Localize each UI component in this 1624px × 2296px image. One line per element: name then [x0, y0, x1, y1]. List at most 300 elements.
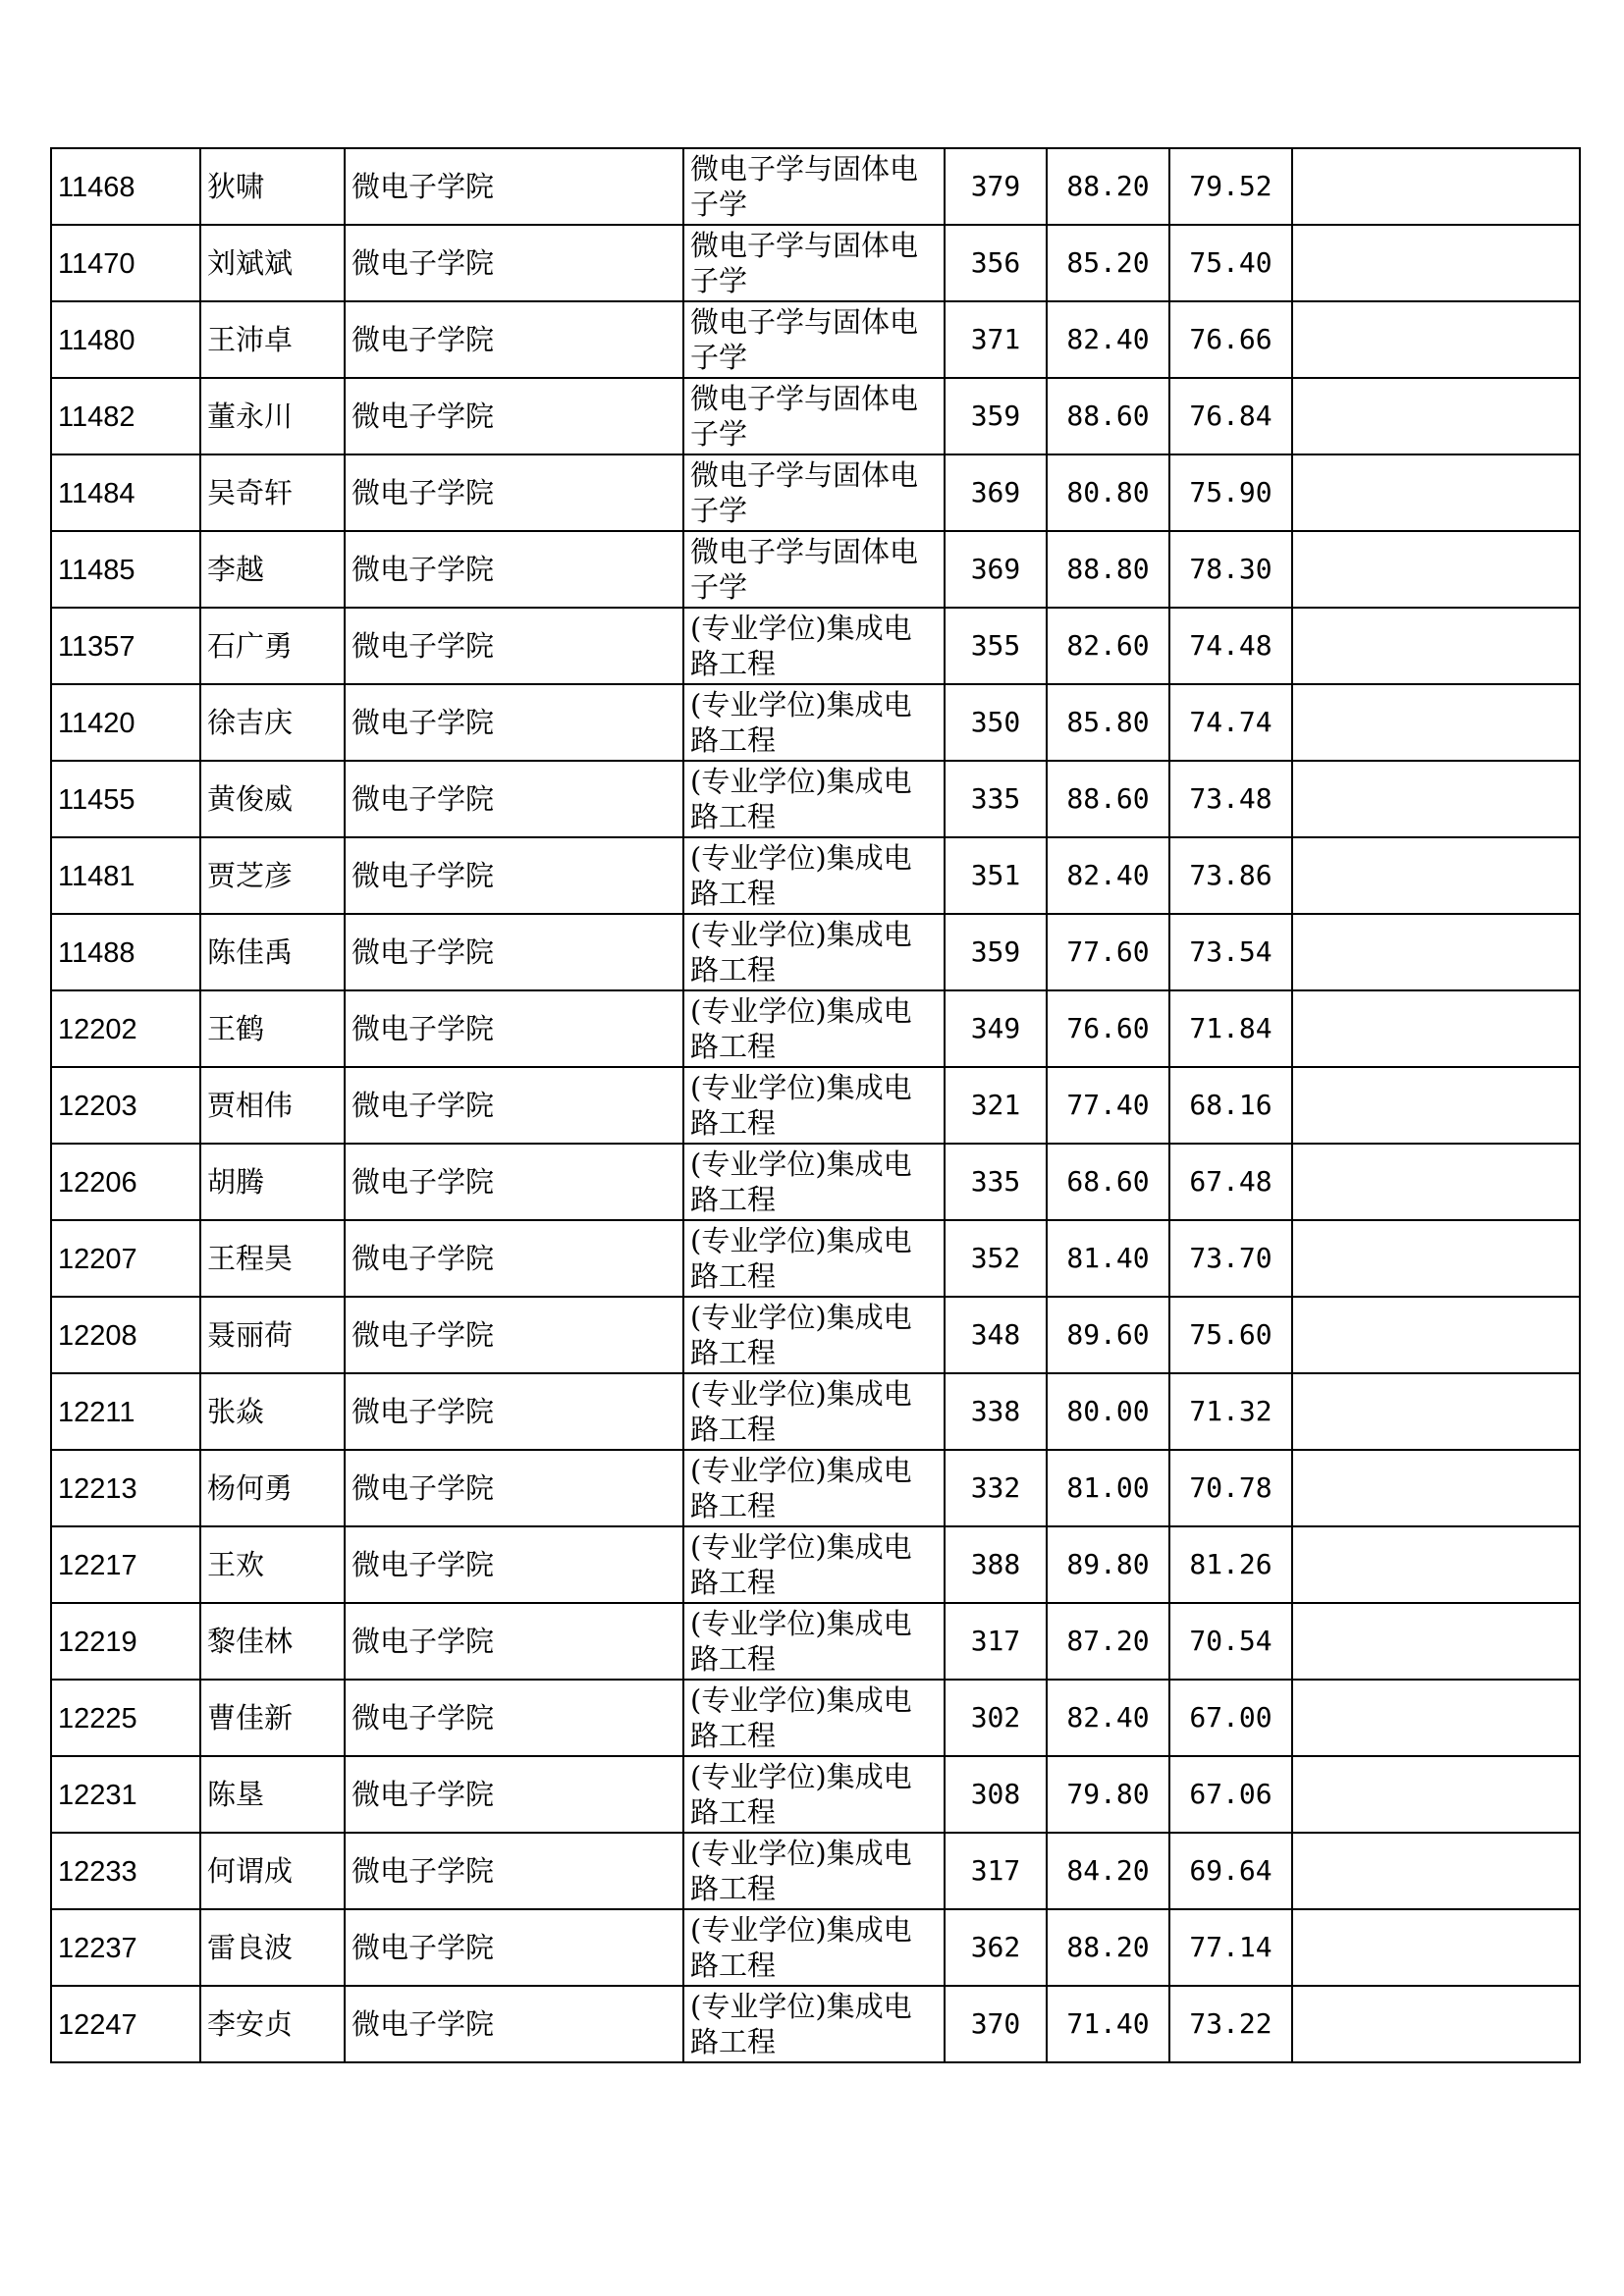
candidate-name-cell: [200, 148, 345, 225]
interview-score-cell: [1047, 301, 1169, 378]
candidate-name-cell: [200, 1909, 345, 1986]
major-name-cell: [683, 990, 945, 1067]
interview-score: 89.80: [1066, 1548, 1150, 1580]
interview-score-cell: [1047, 1144, 1169, 1220]
total-score: 79.52: [1189, 170, 1272, 202]
candidate-id-cell: [51, 1603, 200, 1680]
candidate-name-cell: [200, 1756, 345, 1833]
interview-score: 82.40: [1066, 1701, 1150, 1734]
candidate-name-cell: [200, 225, 345, 301]
candidate-id-cell: [51, 148, 200, 225]
interview-score-cell: [1047, 378, 1169, 454]
major-name-cell: [683, 684, 945, 761]
interview-score: 80.00: [1066, 1395, 1150, 1427]
total-score: 73.70: [1189, 1242, 1272, 1274]
remark-cell: [1292, 1144, 1580, 1220]
interview-score-cell: [1047, 684, 1169, 761]
remark-cell: [1292, 684, 1580, 761]
score-table: [50, 147, 1581, 2063]
major-line-1: (专业学位)集成电: [690, 1837, 912, 1870]
candidate-name: 王程昊: [207, 1242, 294, 1275]
major-line-2: 路工程: [690, 1872, 777, 1905]
college-name: 微电子学院: [352, 782, 495, 816]
candidate-name: 李越: [207, 553, 265, 586]
total-score-cell: [1169, 1526, 1292, 1603]
exam-score: 317: [970, 1854, 1021, 1887]
candidate-id: 11485: [58, 554, 135, 586]
college-name-cell: [345, 1986, 683, 2062]
college-name-cell: [345, 684, 683, 761]
total-score-cell: [1169, 148, 1292, 225]
interview-score-cell: [1047, 1680, 1169, 1756]
exam-score: 308: [970, 1778, 1021, 1810]
table-row: [51, 1986, 1580, 2062]
exam-score-cell: [945, 225, 1047, 301]
candidate-id: 11482: [58, 400, 135, 433]
college-name: 微电子学院: [352, 1395, 495, 1428]
candidate-name-cell: [200, 1450, 345, 1526]
candidate-id-cell: [51, 1986, 200, 2062]
exam-score-cell: [945, 378, 1047, 454]
total-score-cell: [1169, 1603, 1292, 1680]
interview-score: 82.40: [1066, 859, 1150, 891]
candidate-id-cell: [51, 1067, 200, 1144]
candidate-id: 12206: [58, 1166, 137, 1199]
major-line-2: 路工程: [690, 2025, 777, 2058]
candidate-id-cell: [51, 1909, 200, 1986]
candidate-name: 黄俊威: [207, 782, 294, 816]
total-score-cell: [1169, 531, 1292, 608]
exam-score-cell: [945, 837, 1047, 914]
interview-score: 79.80: [1066, 1778, 1150, 1810]
major-line-2: 路工程: [690, 877, 777, 910]
major-line-1: 微电子学与固体电: [690, 229, 919, 262]
remark-cell: [1292, 1833, 1580, 1909]
candidate-name-cell: [200, 684, 345, 761]
candidate-name-cell: [200, 378, 345, 454]
remark-cell: [1292, 914, 1580, 990]
candidate-name: 董永川: [207, 400, 294, 433]
total-score-cell: [1169, 1297, 1292, 1373]
candidate-name: 贾芝彦: [207, 859, 294, 892]
major-line-2: 路工程: [690, 1259, 777, 1293]
major-line-2: 子学: [690, 187, 748, 221]
candidate-id: 12208: [58, 1319, 137, 1352]
total-score-cell: [1169, 914, 1292, 990]
total-score-cell: [1169, 608, 1292, 684]
college-name-cell: [345, 1526, 683, 1603]
remark-cell: [1292, 1526, 1580, 1603]
exam-score: 302: [970, 1701, 1021, 1734]
candidate-name-cell: [200, 1067, 345, 1144]
exam-score-cell: [945, 1450, 1047, 1526]
interview-score-cell: [1047, 608, 1169, 684]
interview-score: 88.20: [1066, 1931, 1150, 1963]
candidate-name: 张焱: [207, 1395, 265, 1428]
candidate-name-cell: [200, 1220, 345, 1297]
total-score: 71.84: [1189, 1012, 1272, 1044]
total-score-cell: [1169, 1756, 1292, 1833]
remark-cell: [1292, 990, 1580, 1067]
major-line-1: 微电子学与固体电: [690, 382, 919, 415]
interview-score-cell: [1047, 914, 1169, 990]
total-score: 73.86: [1189, 859, 1272, 891]
candidate-name: 雷良波: [207, 1931, 294, 1964]
interview-score-cell: [1047, 531, 1169, 608]
college-name: 微电子学院: [352, 935, 495, 969]
major-line-2: 子学: [690, 570, 748, 604]
exam-score-cell: [945, 990, 1047, 1067]
interview-score: 82.60: [1066, 629, 1150, 662]
major-name-cell: [683, 148, 945, 225]
interview-score-cell: [1047, 1067, 1169, 1144]
candidate-name: 陈佳禹: [207, 935, 294, 969]
major-line-2: 路工程: [690, 800, 777, 833]
college-name-cell: [345, 1297, 683, 1373]
college-name-cell: [345, 1144, 683, 1220]
major-line-1: (专业学位)集成电: [690, 1530, 912, 1564]
interview-score: 80.80: [1066, 476, 1150, 508]
candidate-name: 吴奇轩: [207, 476, 294, 509]
candidate-name: 石广勇: [207, 629, 294, 663]
table-row: [51, 1603, 1580, 1680]
remark-cell: [1292, 1756, 1580, 1833]
exam-score-cell: [945, 1756, 1047, 1833]
interview-score-cell: [1047, 1373, 1169, 1450]
college-name: 微电子学院: [352, 2007, 495, 2041]
candidate-id: 12247: [58, 2008, 137, 2041]
exam-score-cell: [945, 301, 1047, 378]
remark-cell: [1292, 1986, 1580, 2062]
table-row: [51, 454, 1580, 531]
college-name-cell: [345, 761, 683, 837]
college-name: 微电子学院: [352, 246, 495, 280]
total-score: 74.74: [1189, 706, 1272, 738]
table-row: [51, 1680, 1580, 1756]
major-name-cell: [683, 454, 945, 531]
total-score: 76.66: [1189, 323, 1272, 355]
major-name-cell: [683, 1909, 945, 1986]
major-name-cell: [683, 1450, 945, 1526]
candidate-id-cell: [51, 608, 200, 684]
total-score: 75.60: [1189, 1318, 1272, 1351]
candidate-id: 11468: [58, 171, 135, 203]
table-row: [51, 148, 1580, 225]
candidate-name: 陈垦: [207, 1778, 265, 1811]
candidate-name-cell: [200, 761, 345, 837]
exam-score: 359: [970, 400, 1021, 432]
total-score-cell: [1169, 1450, 1292, 1526]
major-line-1: 微电子学与固体电: [690, 535, 919, 568]
candidate-id: 12217: [58, 1549, 137, 1581]
exam-score-cell: [945, 761, 1047, 837]
candidate-id: 12219: [58, 1626, 137, 1658]
candidate-id: 12207: [58, 1243, 137, 1275]
major-name-cell: [683, 1756, 945, 1833]
remark-cell: [1292, 378, 1580, 454]
major-line-1: (专业学位)集成电: [690, 918, 912, 951]
remark-cell: [1292, 301, 1580, 378]
major-line-1: 微电子学与固体电: [690, 305, 919, 339]
table-body: [51, 148, 1580, 2062]
exam-score-cell: [945, 684, 1047, 761]
college-name-cell: [345, 837, 683, 914]
college-name: 微电子学院: [352, 553, 495, 586]
candidate-id-cell: [51, 684, 200, 761]
exam-score-cell: [945, 1220, 1047, 1297]
college-name: 微电子学院: [352, 476, 495, 509]
exam-score: 350: [970, 706, 1021, 738]
interview-score-cell: [1047, 1756, 1169, 1833]
college-name: 微电子学院: [352, 1701, 495, 1735]
candidate-id: 11470: [58, 247, 135, 280]
candidate-id-cell: [51, 1680, 200, 1756]
major-line-2: 路工程: [690, 723, 777, 757]
major-line-2: 路工程: [690, 1489, 777, 1522]
college-name-cell: [345, 1067, 683, 1144]
interview-score-cell: [1047, 1526, 1169, 1603]
candidate-name: 徐吉庆: [207, 706, 294, 739]
exam-score: 335: [970, 782, 1021, 815]
candidate-name: 聂丽荷: [207, 1318, 294, 1352]
college-name-cell: [345, 148, 683, 225]
remark-cell: [1292, 837, 1580, 914]
exam-score: 321: [970, 1089, 1021, 1121]
college-name-cell: [345, 301, 683, 378]
candidate-name: 王沛卓: [207, 323, 294, 356]
candidate-id-cell: [51, 914, 200, 990]
exam-score: 369: [970, 553, 1021, 585]
major-line-1: (专业学位)集成电: [690, 1607, 912, 1640]
table-row: [51, 837, 1580, 914]
candidate-name: 王鹤: [207, 1012, 265, 1045]
interview-score: 81.00: [1066, 1471, 1150, 1504]
major-line-1: 微电子学与固体电: [690, 458, 919, 492]
major-line-1: (专业学位)集成电: [690, 1760, 912, 1793]
total-score: 81.26: [1189, 1548, 1272, 1580]
major-line-2: 路工程: [690, 647, 777, 680]
total-score-cell: [1169, 454, 1292, 531]
total-score: 77.14: [1189, 1931, 1272, 1963]
interview-score-cell: [1047, 1450, 1169, 1526]
college-name-cell: [345, 225, 683, 301]
major-line-1: (专业学位)集成电: [690, 612, 912, 645]
exam-score: 351: [970, 859, 1021, 891]
candidate-name: 杨何勇: [207, 1471, 294, 1505]
interview-score-cell: [1047, 148, 1169, 225]
candidate-name-cell: [200, 1986, 345, 2062]
interview-score-cell: [1047, 837, 1169, 914]
major-name-cell: [683, 1986, 945, 2062]
college-name-cell: [345, 914, 683, 990]
candidate-name-cell: [200, 1680, 345, 1756]
total-score: 75.40: [1189, 246, 1272, 279]
table-row: [51, 1526, 1580, 1603]
interview-score: 85.80: [1066, 706, 1150, 738]
major-name-cell: [683, 1526, 945, 1603]
candidate-name-cell: [200, 531, 345, 608]
total-score: 67.00: [1189, 1701, 1272, 1734]
exam-score-cell: [945, 608, 1047, 684]
remark-cell: [1292, 608, 1580, 684]
major-name-cell: [683, 1373, 945, 1450]
interview-score: 89.60: [1066, 1318, 1150, 1351]
college-name: 微电子学院: [352, 1471, 495, 1505]
remark-cell: [1292, 225, 1580, 301]
remark-cell: [1292, 1373, 1580, 1450]
remark-cell: [1292, 1220, 1580, 1297]
candidate-name: 李安贞: [207, 2007, 294, 2041]
total-score: 67.48: [1189, 1165, 1272, 1198]
interview-score-cell: [1047, 454, 1169, 531]
table-row: [51, 1067, 1580, 1144]
exam-score: 348: [970, 1318, 1021, 1351]
candidate-name: 狄啸: [207, 170, 265, 203]
table-row: [51, 1144, 1580, 1220]
total-score-cell: [1169, 1144, 1292, 1220]
table-row: [51, 301, 1580, 378]
college-name-cell: [345, 531, 683, 608]
candidate-name-cell: [200, 1297, 345, 1373]
college-name-cell: [345, 1603, 683, 1680]
exam-score-cell: [945, 1297, 1047, 1373]
major-name-cell: [683, 1680, 945, 1756]
interview-score-cell: [1047, 1603, 1169, 1680]
exam-score-cell: [945, 914, 1047, 990]
candidate-id: 12225: [58, 1702, 137, 1735]
total-score: 67.06: [1189, 1778, 1272, 1810]
table-row: [51, 1297, 1580, 1373]
total-score: 73.22: [1189, 2007, 1272, 2040]
total-score-cell: [1169, 1067, 1292, 1144]
table-row: [51, 1756, 1580, 1833]
college-name: 微电子学院: [352, 629, 495, 663]
candidate-id-cell: [51, 1526, 200, 1603]
major-name-cell: [683, 1067, 945, 1144]
candidate-id-cell: [51, 837, 200, 914]
exam-score: 317: [970, 1625, 1021, 1657]
exam-score: 359: [970, 935, 1021, 968]
major-name-cell: [683, 914, 945, 990]
college-name: 微电子学院: [352, 1165, 495, 1199]
interview-score-cell: [1047, 761, 1169, 837]
table-row: [51, 531, 1580, 608]
total-score-cell: [1169, 1373, 1292, 1450]
total-score: 78.30: [1189, 553, 1272, 585]
interview-score-cell: [1047, 1909, 1169, 1986]
college-name-cell: [345, 1909, 683, 1986]
college-name: 微电子学院: [352, 859, 495, 892]
total-score-cell: [1169, 1220, 1292, 1297]
major-line-1: (专业学位)集成电: [690, 1301, 912, 1334]
college-name: 微电子学院: [352, 706, 495, 739]
exam-score-cell: [945, 1909, 1047, 1986]
interview-score: 81.40: [1066, 1242, 1150, 1274]
total-score-cell: [1169, 990, 1292, 1067]
interview-score: 77.40: [1066, 1089, 1150, 1121]
major-name-cell: [683, 531, 945, 608]
total-score: 71.32: [1189, 1395, 1272, 1427]
interview-score: 82.40: [1066, 323, 1150, 355]
total-score-cell: [1169, 378, 1292, 454]
candidate-id-cell: [51, 531, 200, 608]
candidate-name: 黎佳林: [207, 1625, 294, 1658]
candidate-name: 胡腾: [207, 1165, 265, 1199]
candidate-id-cell: [51, 1144, 200, 1220]
major-line-2: 路工程: [690, 1642, 777, 1676]
candidate-id: 11484: [58, 477, 135, 509]
college-name-cell: [345, 1450, 683, 1526]
candidate-id-cell: [51, 301, 200, 378]
major-line-2: 子学: [690, 494, 748, 527]
exam-score-cell: [945, 1373, 1047, 1450]
major-name-cell: [683, 837, 945, 914]
major-name-cell: [683, 1144, 945, 1220]
exam-score: 362: [970, 1931, 1021, 1963]
candidate-name: 何谓成: [207, 1854, 294, 1888]
college-name-cell: [345, 454, 683, 531]
candidate-name-cell: [200, 1833, 345, 1909]
table-row: [51, 684, 1580, 761]
exam-score: 355: [970, 629, 1021, 662]
major-line-2: 路工程: [690, 1413, 777, 1446]
remark-cell: [1292, 1909, 1580, 1986]
candidate-id: 11481: [58, 860, 135, 892]
table-row: [51, 1909, 1580, 1986]
major-line-1: (专业学位)集成电: [690, 994, 912, 1028]
total-score-cell: [1169, 684, 1292, 761]
exam-score-cell: [945, 454, 1047, 531]
candidate-name: 曹佳新: [207, 1701, 294, 1735]
table-row: [51, 378, 1580, 454]
major-line-2: 路工程: [690, 1566, 777, 1599]
total-score-cell: [1169, 1986, 1292, 2062]
exam-score: 338: [970, 1395, 1021, 1427]
remark-cell: [1292, 454, 1580, 531]
exam-score: 379: [970, 170, 1021, 202]
table-row: [51, 1450, 1580, 1526]
major-line-2: 子学: [690, 264, 748, 297]
candidate-id: 12237: [58, 1932, 137, 1964]
major-line-1: (专业学位)集成电: [690, 1148, 912, 1181]
major-line-2: 路工程: [690, 1336, 777, 1369]
candidate-name: 刘斌斌: [207, 246, 294, 280]
candidate-id-cell: [51, 1833, 200, 1909]
major-line-2: 路工程: [690, 1106, 777, 1140]
candidate-id: 11357: [58, 630, 135, 663]
major-line-1: (专业学位)集成电: [690, 688, 912, 721]
major-name-cell: [683, 608, 945, 684]
candidate-name-cell: [200, 1373, 345, 1450]
exam-score-cell: [945, 1067, 1047, 1144]
candidate-id: 11455: [58, 783, 135, 816]
candidate-id-cell: [51, 454, 200, 531]
table-row: [51, 608, 1580, 684]
college-name-cell: [345, 608, 683, 684]
major-line-2: 路工程: [690, 1949, 777, 1982]
remark-cell: [1292, 1067, 1580, 1144]
exam-score: 349: [970, 1012, 1021, 1044]
major-line-2: 路工程: [690, 953, 777, 987]
interview-score-cell: [1047, 1986, 1169, 2062]
college-name: 微电子学院: [352, 1318, 495, 1352]
total-score: 73.48: [1189, 782, 1272, 815]
candidate-id-cell: [51, 225, 200, 301]
major-line-1: (专业学位)集成电: [690, 1913, 912, 1947]
candidate-id: 12203: [58, 1090, 137, 1122]
interview-score: 88.80: [1066, 553, 1150, 585]
exam-score: 332: [970, 1471, 1021, 1504]
